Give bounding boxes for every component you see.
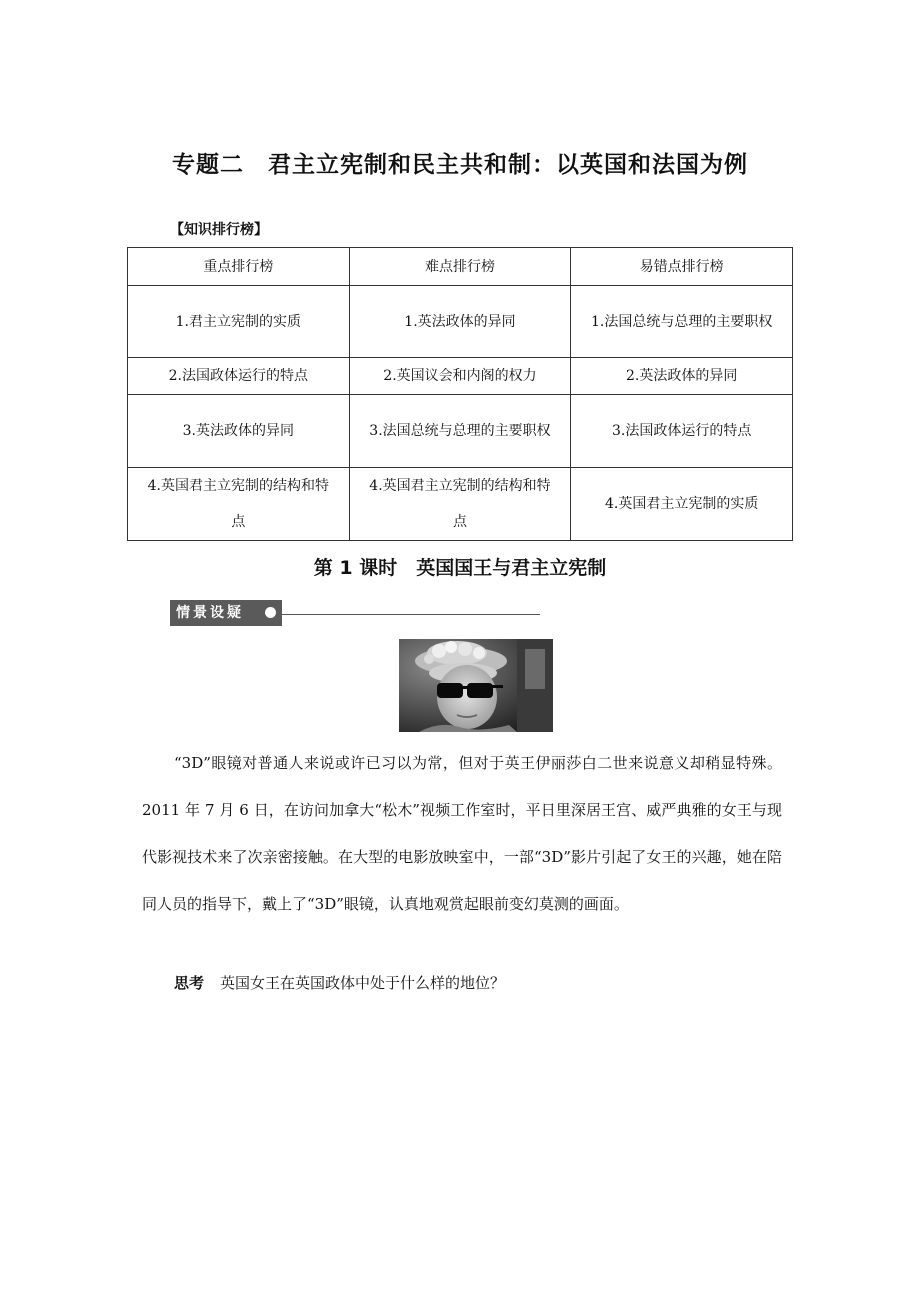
header-difficult-points: 难点排行榜 bbox=[349, 248, 571, 286]
scene-paragraph: “3D”眼镜对普通人来说或许已习以为常，但对于英王伊丽莎白二世来说意义却稍显特殊。2011 年 7 月 6 日，在访问加拿大“松木”视频工作室时，平日里深居王宫、威严典雅的女王与现代影视技术来了次亲密接触。在大型的电影放映室中，一部“3D”影片引起了女王的兴趣，她在陪同人员的指导下，戴上了“3D”眼镜，认真地观赏起眼前变幻莫测的画面。 bbox=[142, 754, 782, 913]
header-error-prone-points: 易错点排行榜 bbox=[571, 248, 793, 286]
table-cell: 1.英法政体的异同 bbox=[349, 286, 571, 358]
table-cell: 4.英国君主立宪制的实质 bbox=[571, 468, 793, 541]
table-cell: 2.英法政体的异同 bbox=[571, 358, 793, 395]
table-cell: 3.法国总统与总理的主要职权 bbox=[349, 395, 571, 468]
bullet-dot-icon bbox=[265, 607, 276, 618]
table-header-row bbox=[128, 248, 793, 286]
think-label: 思考 bbox=[174, 974, 205, 992]
queen-3d-glasses-photo bbox=[399, 639, 553, 732]
table-row bbox=[128, 286, 793, 358]
lesson-title: 第 1 课时 英国国王与君主立宪制 bbox=[313, 557, 607, 579]
header-key-points: 重点排行榜 bbox=[128, 248, 350, 286]
scene-tag-bar bbox=[170, 600, 540, 628]
table-row bbox=[128, 395, 793, 468]
table-row bbox=[128, 468, 793, 541]
table-cell: 4.英国君主立宪制的结构和特点 bbox=[349, 468, 571, 541]
table-cell: 2.英国议会和内阁的权力 bbox=[349, 358, 571, 395]
table-row bbox=[128, 358, 793, 395]
table-cell: 4.英国君主立宪制的结构和特点 bbox=[128, 468, 350, 541]
table-cell: 2.法国政体运行的特点 bbox=[128, 358, 350, 395]
ranking-table bbox=[127, 247, 793, 541]
page-title: 专题二 君主立宪制和民主共和制：以英国和法国为例 bbox=[172, 152, 748, 178]
think-question bbox=[174, 968, 505, 998]
table-cell: 3.法国政体运行的特点 bbox=[571, 395, 793, 468]
section-label: 【知识排行榜】 bbox=[170, 222, 268, 238]
think-question-text: 英国女王在英国政体中处于什么样的地位？ bbox=[220, 974, 506, 992]
table-cell: 3.英法政体的异同 bbox=[128, 395, 350, 468]
scene-tag-label: 情景设疑 bbox=[176, 605, 244, 621]
divider-line bbox=[282, 614, 540, 615]
table-cell: 1.法国总统与总理的主要职权 bbox=[571, 286, 793, 358]
table-cell: 1.君主立宪制的实质 bbox=[128, 286, 350, 358]
